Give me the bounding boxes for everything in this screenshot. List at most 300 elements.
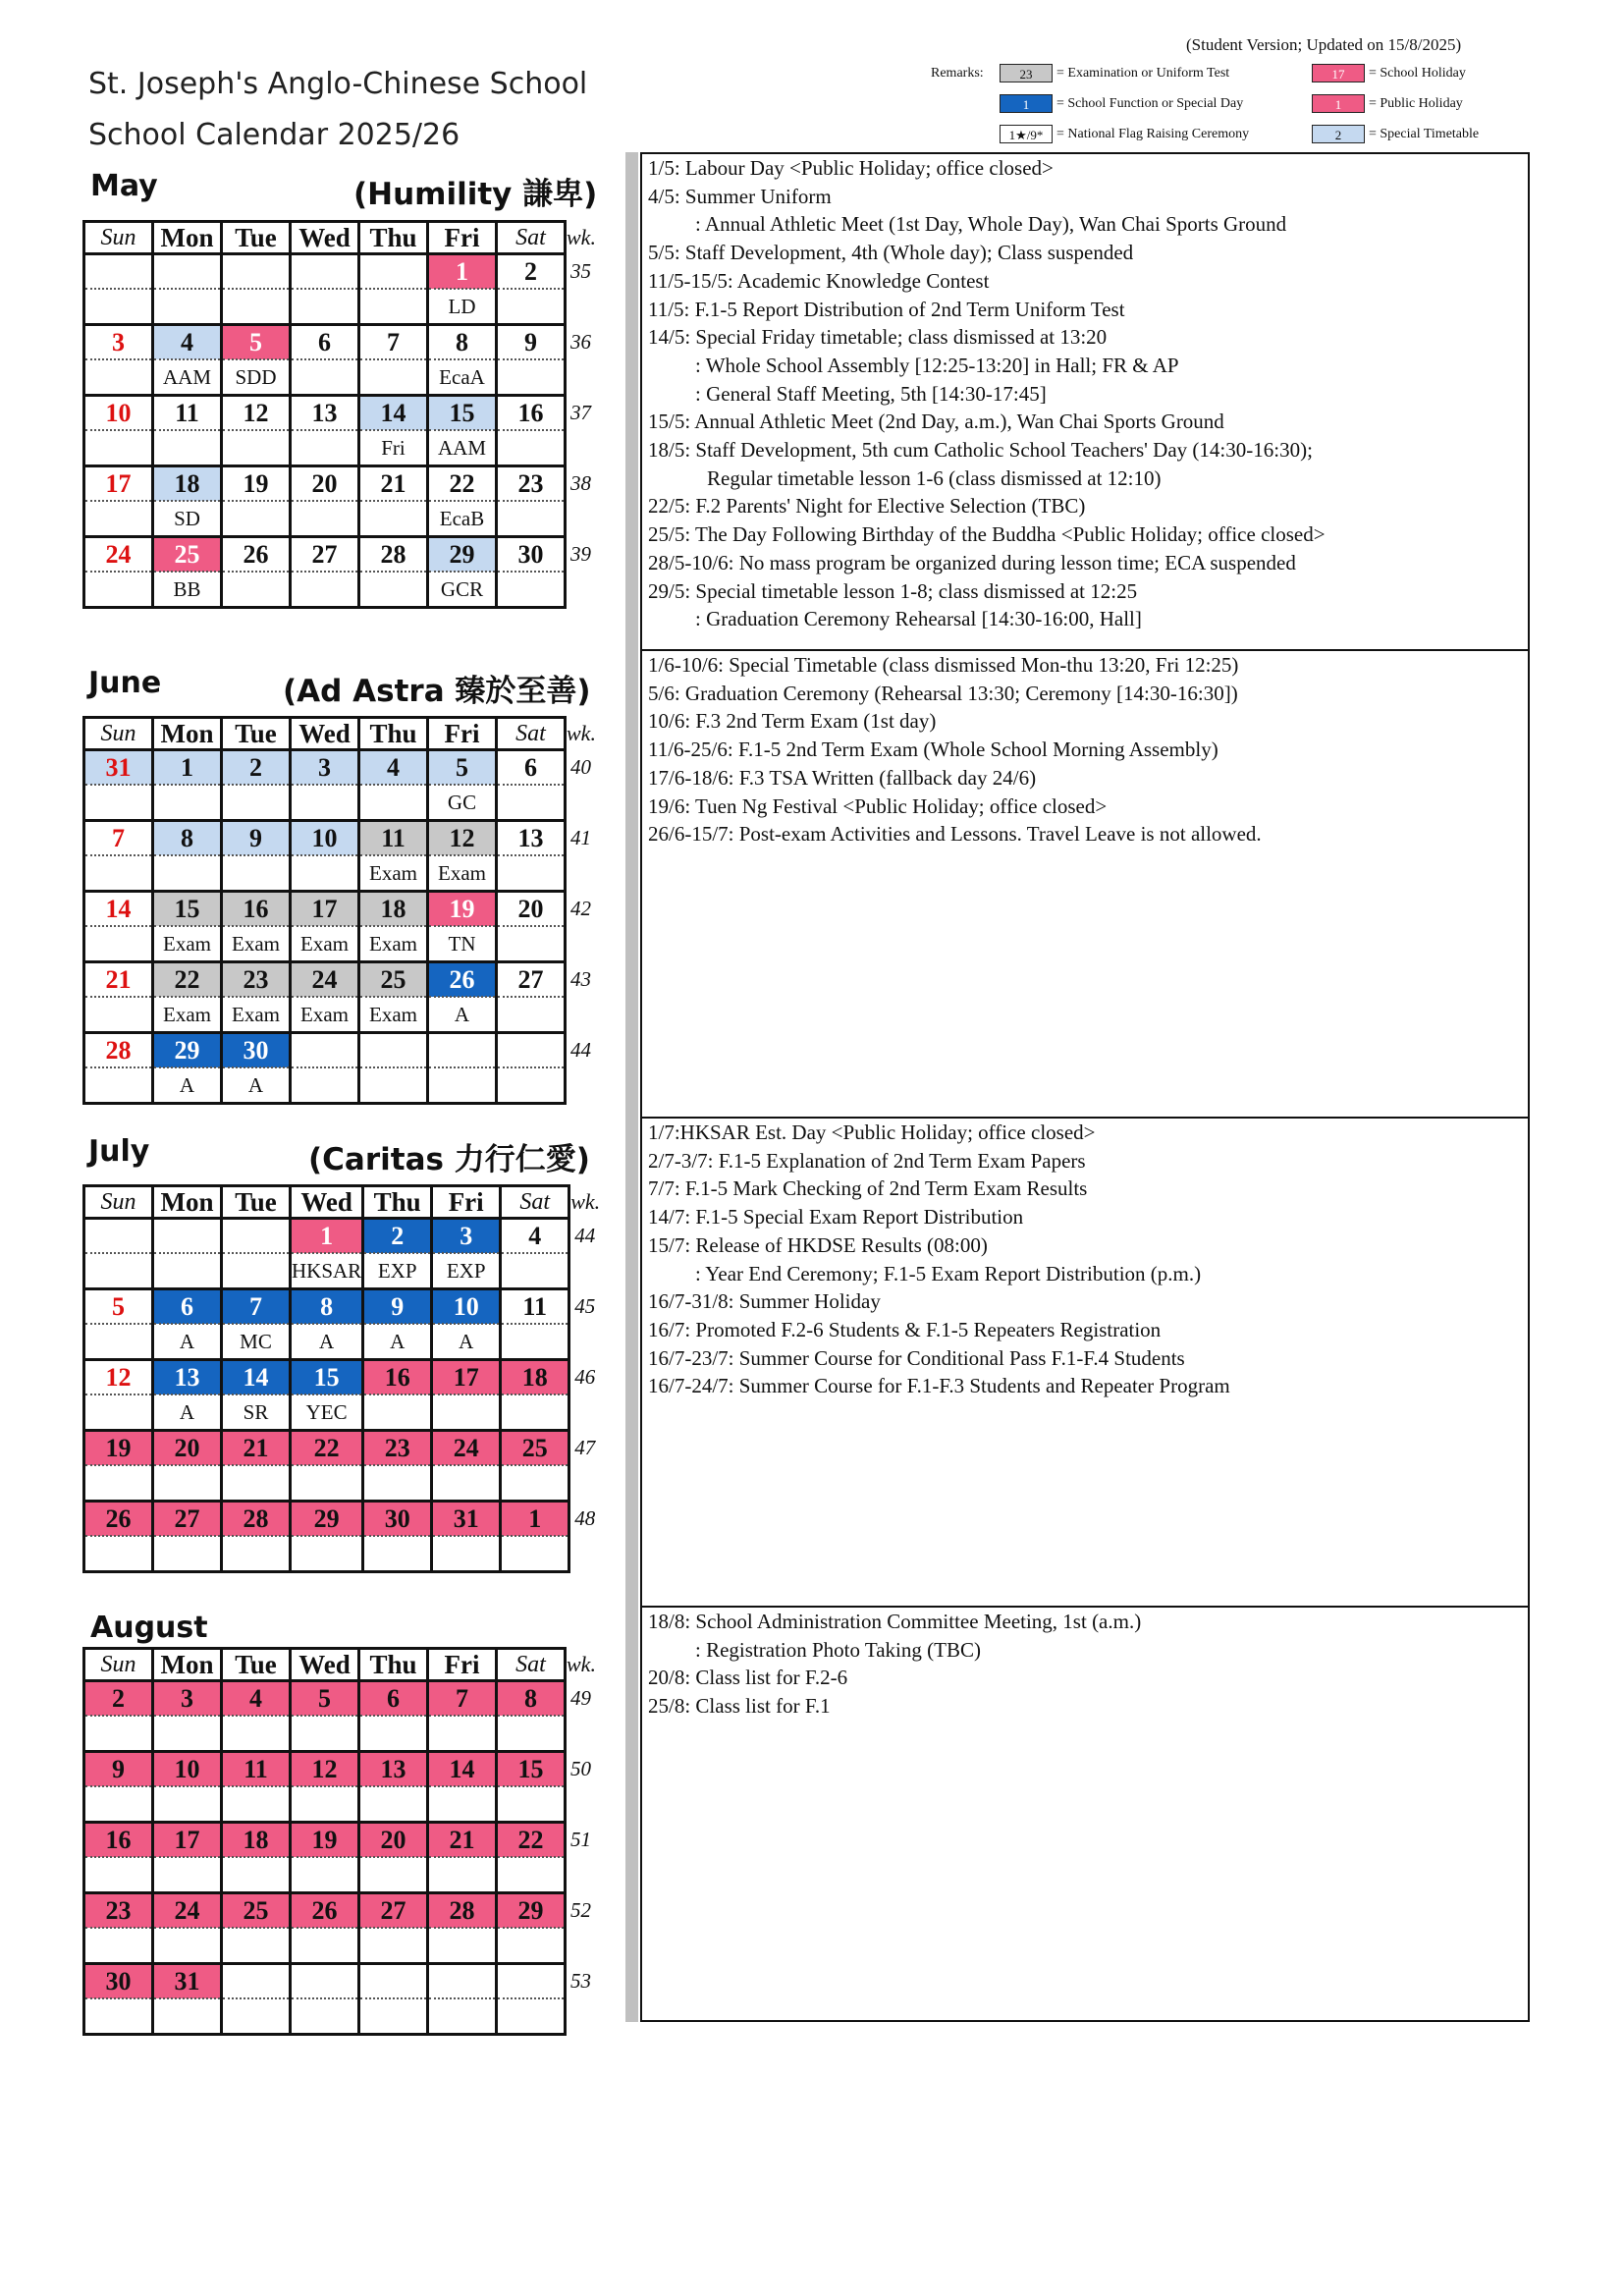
day-number: 17: [84, 466, 153, 502]
day-label: [84, 1998, 153, 2035]
event-item: 16/7-23/7: Summer Course for Conditional Pass F.1-F.4 Students: [648, 1345, 1185, 1370]
event-item: 1/5: Labour Day <Public Holiday; office closed>: [648, 156, 1054, 180]
day-label: [84, 1394, 153, 1431]
month-title-june: June: [88, 666, 162, 700]
event-item: 16/7: Promoted F.2-6 Students & F.1-5 Repeaters Registration: [648, 1317, 1162, 1341]
week-spacer: [566, 1716, 609, 1752]
event-item: 14/7: F.1-5 Special Exam Report Distribution: [648, 1205, 1024, 1230]
day-label: GC: [428, 785, 497, 821]
week-number: 43: [570, 966, 591, 991]
day-label: BB: [153, 572, 222, 608]
day-label: [222, 1857, 291, 1893]
day-label: [291, 1465, 363, 1502]
week-spacer: [566, 430, 609, 466]
day-number: [359, 1033, 428, 1068]
week-number: 52: [570, 1897, 591, 1922]
day-label: [359, 785, 428, 821]
weekday-header: Wed: [291, 222, 359, 254]
day-number: 3: [153, 1681, 222, 1717]
day-label: [501, 1253, 569, 1289]
day-number: 20: [153, 1431, 222, 1466]
day-label: [359, 1716, 428, 1752]
day-label: [84, 926, 153, 962]
day-number: 24: [432, 1431, 501, 1466]
day-number: 5: [428, 750, 497, 786]
week-spacer: [569, 1253, 613, 1289]
day-label: AAM: [153, 359, 222, 396]
day-number: 3: [432, 1219, 501, 1254]
calendar-august: [82, 1647, 610, 2036]
event-item: 14/5: Special Friday timetable; class dismissed at 13:20: [648, 325, 1108, 350]
week-number: 49: [570, 1685, 591, 1710]
day-label: EXP: [363, 1253, 432, 1289]
week-spacer: [566, 289, 609, 325]
week-number: 46: [574, 1364, 596, 1389]
day-label: Exam: [428, 855, 497, 892]
day-label: A: [291, 1324, 363, 1360]
day-label: [497, 1716, 566, 1752]
week-spacer: [566, 1067, 609, 1104]
month-motto-may: (Humility 謙卑): [353, 177, 598, 212]
day-label: [84, 1536, 153, 1572]
weekday-header: Thu: [359, 1649, 428, 1681]
day-label: [222, 1465, 291, 1502]
day-number: 10: [291, 821, 359, 856]
version-note: (Student Version; Updated on 15/8/2025): [1186, 35, 1462, 54]
week-spacer: [566, 1928, 609, 1964]
day-number: 9: [222, 821, 291, 856]
day-number: 19: [428, 892, 497, 927]
week-spacer: [566, 501, 609, 537]
day-number: 12: [84, 1360, 153, 1395]
day-label: [359, 1998, 428, 2035]
day-number: 1: [291, 1219, 363, 1254]
event-item: : Year End Ceremony; F.1-5 Exam Report Distribution (p.m.): [695, 1261, 1202, 1285]
week-number: 39: [570, 541, 591, 566]
weekday-header: Fri: [428, 1649, 497, 1681]
week-spacer: [566, 1998, 609, 2035]
day-label: Exam: [291, 926, 359, 962]
day-number: 1: [501, 1502, 569, 1537]
day-number: 31: [153, 1964, 222, 1999]
day-label: [291, 1786, 359, 1823]
legend-sample-flag-raising: 1★/9*: [1000, 125, 1053, 143]
weekday-header: Sun: [84, 718, 153, 750]
day-label: [84, 855, 153, 892]
day-number: 9: [363, 1289, 432, 1325]
day-label: [291, 1998, 359, 2035]
day-label: [291, 1067, 359, 1104]
day-number: 8: [497, 1681, 566, 1717]
week-spacer: [566, 997, 609, 1033]
day-label: [222, 1928, 291, 1964]
day-number: 20: [497, 892, 566, 927]
day-number: 9: [84, 1752, 153, 1787]
day-label: [291, 501, 359, 537]
day-label: [222, 501, 291, 537]
legend-sample-special-timetable: 2: [1312, 125, 1365, 143]
month-motto-june: (Ad Astra 臻於至善): [283, 674, 591, 709]
day-label: [291, 430, 359, 466]
week-number: 44: [574, 1223, 596, 1247]
day-number: 16: [497, 396, 566, 431]
day-number: 12: [222, 396, 291, 431]
weekday-header: Sat: [497, 718, 566, 750]
calendar-june: [82, 716, 610, 1105]
day-label: YEC: [291, 1394, 363, 1431]
weekday-header: Wed: [291, 1649, 359, 1681]
day-number: 3: [291, 750, 359, 786]
day-number: 1: [153, 750, 222, 786]
week-spacer: [569, 1465, 613, 1502]
day-number: 15: [291, 1360, 363, 1395]
day-label: [359, 1067, 428, 1104]
day-number: 7: [428, 1681, 497, 1717]
day-label: [359, 501, 428, 537]
day-number: 22: [428, 466, 497, 502]
week-number: 36: [570, 329, 591, 354]
day-number: 25: [153, 537, 222, 573]
week-number: 50: [570, 1756, 591, 1780]
day-number: 22: [497, 1823, 566, 1858]
day-number: 17: [153, 1823, 222, 1858]
event-item: 25/5: The Day Following Birthday of the Buddha <Public Holiday; office closed>: [648, 522, 1326, 547]
day-number: 11: [153, 396, 222, 431]
day-label: [153, 1857, 222, 1893]
day-number: 16: [84, 1823, 153, 1858]
calendar-title: School Calendar 2025/26: [88, 118, 460, 152]
events-panel-july: [640, 1117, 1530, 1608]
day-number: 24: [153, 1893, 222, 1929]
day-number: 27: [153, 1502, 222, 1537]
day-number: 16: [222, 892, 291, 927]
legend-text-school-holiday: = School Holiday: [1369, 66, 1466, 81]
day-number: [359, 1964, 428, 1999]
weekday-header: Mon: [153, 718, 222, 750]
day-number: 27: [359, 1893, 428, 1929]
event-item: 28/5-10/6: No mass program be organized during lesson time; ECA suspended: [648, 550, 1296, 574]
day-label: [428, 1857, 497, 1893]
day-number: 16: [363, 1360, 432, 1395]
day-label: [363, 1394, 432, 1431]
legend-text-flag-raising: = National Flag Raising Ceremony: [1056, 127, 1250, 141]
column-divider: [625, 152, 638, 2022]
day-number: 25: [501, 1431, 569, 1466]
day-label: [497, 359, 566, 396]
day-number: 23: [363, 1431, 432, 1466]
event-item: 7/7: F.1-5 Mark Checking of 2nd Term Exam Results: [648, 1176, 1088, 1201]
weekday-header: Tue: [222, 1649, 291, 1681]
day-label: [153, 1253, 222, 1289]
week-number: 42: [570, 896, 591, 920]
day-label: Fri: [359, 430, 428, 466]
day-number: 24: [84, 537, 153, 573]
day-number: 15: [497, 1752, 566, 1787]
weekday-header: Tue: [222, 718, 291, 750]
event-item: 10/6: F.3 2nd Term Exam (1st day): [648, 709, 937, 734]
week-spacer: [566, 572, 609, 608]
day-number: 29: [497, 1893, 566, 1929]
month-motto-july: (Caritas 力行仁愛): [308, 1142, 590, 1177]
day-label: [291, 1928, 359, 1964]
events-panel-august: [640, 1606, 1530, 2022]
weekday-header: Fri: [432, 1186, 501, 1219]
day-number: 8: [153, 821, 222, 856]
week-spacer: [569, 1536, 613, 1572]
day-label: A: [428, 997, 497, 1033]
day-label: [84, 1857, 153, 1893]
day-label: EcaA: [428, 359, 497, 396]
day-number: 10: [432, 1289, 501, 1325]
day-number: 6: [153, 1289, 222, 1325]
day-label: [497, 785, 566, 821]
weekday-header: Wed: [291, 1186, 363, 1219]
day-number: 19: [84, 1431, 153, 1466]
day-number: [428, 1964, 497, 1999]
day-label: [291, 359, 359, 396]
day-number: 28: [359, 537, 428, 573]
day-number: [153, 1219, 222, 1254]
day-number: 7: [222, 1289, 291, 1325]
event-item: 18/5: Staff Development, 5th cum Catholic School Teachers' Day (14:30-16:30);: [648, 438, 1313, 463]
day-label: Exam: [153, 926, 222, 962]
day-label: [153, 785, 222, 821]
event-item: 2/7-3/7: F.1-5 Explanation of 2nd Term Exam Papers: [648, 1148, 1086, 1173]
day-label: [153, 855, 222, 892]
day-number: 29: [428, 537, 497, 573]
day-number: 21: [428, 1823, 497, 1858]
day-label: [497, 289, 566, 325]
day-number: 4: [359, 750, 428, 786]
day-label: [222, 1998, 291, 2035]
day-label: [153, 1786, 222, 1823]
day-label: [359, 572, 428, 608]
day-label: [497, 501, 566, 537]
day-label: [222, 1536, 291, 1572]
day-label: [428, 1786, 497, 1823]
day-label: LD: [428, 289, 497, 325]
event-item: 11/5-15/5: Academic Knowledge Contest: [648, 268, 990, 293]
day-label: [428, 1998, 497, 2035]
day-label: [432, 1465, 501, 1502]
weekday-header: Thu: [359, 222, 428, 254]
day-number: 18: [501, 1360, 569, 1395]
day-number: 30: [222, 1033, 291, 1068]
event-item: 22/5: F.2 Parents' Night for Elective Selection (TBC): [648, 494, 1086, 519]
day-label: [497, 1998, 566, 2035]
day-label: [222, 785, 291, 821]
day-label: A: [432, 1324, 501, 1360]
legend-text-exam: = Examination or Uniform Test: [1056, 66, 1230, 81]
week-spacer: [566, 1857, 609, 1893]
week-number: 51: [570, 1827, 591, 1851]
day-label: [153, 1998, 222, 2035]
week-number: 45: [574, 1293, 596, 1318]
week-number: 48: [574, 1505, 596, 1530]
legend-sample-public-holiday: 1: [1312, 94, 1365, 113]
weekday-header: Fri: [428, 718, 497, 750]
day-label: [84, 1928, 153, 1964]
week-spacer: [566, 359, 609, 396]
legend-remarks-label: Remarks:: [931, 66, 984, 81]
day-number: 18: [222, 1823, 291, 1858]
weekday-header: Thu: [359, 718, 428, 750]
event-item: 29/5: Special timetable lesson 1-8; class dismissed at 12:25: [648, 578, 1138, 603]
day-number: 14: [428, 1752, 497, 1787]
day-label: [501, 1324, 569, 1360]
day-label: [84, 572, 153, 608]
month-title-may: May: [90, 169, 158, 203]
day-number: 30: [497, 537, 566, 573]
event-item: 1/7:HKSAR Est. Day <Public Holiday; office closed>: [648, 1121, 1096, 1144]
day-label: [84, 997, 153, 1033]
day-number: 13: [497, 821, 566, 856]
day-label: [497, 1928, 566, 1964]
day-number: 11: [501, 1289, 569, 1325]
day-number: 14: [359, 396, 428, 431]
day-label: A: [363, 1324, 432, 1360]
day-number: 9: [497, 325, 566, 360]
day-label: Exam: [359, 997, 428, 1033]
day-label: MC: [222, 1324, 291, 1360]
day-number: 30: [363, 1502, 432, 1537]
event-item: : General Staff Meeting, 5th [14:30-17:45]: [695, 381, 1047, 406]
day-number: 5: [291, 1681, 359, 1717]
weekday-header: Sun: [84, 1649, 153, 1681]
weekday-header: wk.: [567, 1652, 596, 1676]
day-label: [359, 359, 428, 396]
weekday-header: Fri: [428, 222, 497, 254]
day-label: A: [153, 1067, 222, 1104]
day-number: 15: [428, 396, 497, 431]
week-number: 40: [570, 754, 591, 779]
day-label: [153, 430, 222, 466]
legend-sample-exam: 23: [1000, 64, 1053, 82]
weekday-header: wk.: [567, 225, 596, 249]
day-label: [222, 1786, 291, 1823]
day-label: [291, 1716, 359, 1752]
event-item: 11/6-25/6: F.1-5 2nd Term Exam (Whole School Morning Assembly): [648, 738, 1218, 762]
week-number: 35: [570, 258, 591, 283]
event-item: 16/7-31/8: Summer Holiday: [648, 1289, 881, 1314]
event-item: : Whole School Assembly [12:25-13:20] in Hall; FR & AP: [695, 353, 1179, 377]
day-label: [84, 1253, 153, 1289]
legend-sample-school-function: 1: [1000, 94, 1053, 113]
day-label: [153, 289, 222, 325]
school-name: St. Joseph's Anglo-Chinese School: [88, 67, 588, 101]
day-label: SD: [153, 501, 222, 537]
weekday-header: wk.: [570, 1189, 601, 1214]
day-label: SR: [222, 1394, 291, 1431]
day-number: 30: [84, 1964, 153, 1999]
day-label: [84, 1465, 153, 1502]
event-item: 16/7-24/7: Summer Course for F.1-F.3 Students and Repeater Program: [648, 1374, 1230, 1398]
day-label: [497, 1857, 566, 1893]
week-number: 41: [570, 825, 591, 849]
day-number: 2: [497, 254, 566, 290]
day-number: 23: [222, 962, 291, 998]
weekday-header: Sat: [501, 1186, 569, 1219]
day-label: AAM: [428, 430, 497, 466]
day-number: [222, 1964, 291, 1999]
weekday-header: Mon: [153, 1649, 222, 1681]
day-number: 28: [222, 1502, 291, 1537]
day-label: [497, 1067, 566, 1104]
day-number: 26: [84, 1502, 153, 1537]
day-number: 31: [84, 750, 153, 786]
day-label: A: [222, 1067, 291, 1104]
day-number: 15: [153, 892, 222, 927]
day-label: [291, 289, 359, 325]
weekday-header: Tue: [222, 222, 291, 254]
day-number: 22: [153, 962, 222, 998]
day-label: [291, 572, 359, 608]
day-label: [428, 1716, 497, 1752]
day-number: [291, 1033, 359, 1068]
event-item: 20/8: Class list for F.2-6: [648, 1666, 848, 1690]
day-label: [153, 1716, 222, 1752]
day-label: [497, 430, 566, 466]
weekday-header: Sun: [84, 1186, 153, 1219]
day-number: 14: [222, 1360, 291, 1395]
event-item: 25/8: Class list for F.1: [648, 1694, 831, 1719]
legend-text-special-timetable: = Special Timetable: [1369, 127, 1480, 141]
weekday-header: Sun: [84, 222, 153, 254]
day-label: [497, 926, 566, 962]
day-number: 18: [153, 466, 222, 502]
day-number: 17: [291, 892, 359, 927]
day-label: [84, 501, 153, 537]
day-label: EXP: [432, 1253, 501, 1289]
weekday-header: Mon: [153, 222, 222, 254]
weekday-header: Sat: [497, 1649, 566, 1681]
day-number: 18: [359, 892, 428, 927]
day-label: [84, 785, 153, 821]
event-item: 5/5: Staff Development, 4th (Whole day); Class suspended: [648, 241, 1134, 265]
day-label: [291, 855, 359, 892]
legend-text-school-function: = School Function or Special Day: [1056, 96, 1244, 111]
day-number: 6: [291, 325, 359, 360]
day-label: [153, 1536, 222, 1572]
day-number: 21: [84, 962, 153, 998]
event-item: : Graduation Ceremony Rehearsal [14:30-16:00, Hall]: [695, 607, 1142, 631]
week-spacer: [569, 1324, 613, 1360]
day-label: [359, 289, 428, 325]
day-label: HKSAR: [291, 1253, 363, 1289]
day-number: 20: [359, 1823, 428, 1858]
day-label: [428, 1928, 497, 1964]
day-number: 6: [359, 1681, 428, 1717]
day-label: [497, 572, 566, 608]
day-label: [84, 289, 153, 325]
day-number: 27: [497, 962, 566, 998]
day-label: [222, 430, 291, 466]
day-label: [84, 1067, 153, 1104]
day-label: [497, 855, 566, 892]
day-label: TN: [428, 926, 497, 962]
day-number: [153, 254, 222, 290]
week-spacer: [566, 926, 609, 962]
week-spacer: [569, 1394, 613, 1431]
day-number: 19: [222, 466, 291, 502]
day-number: 10: [153, 1752, 222, 1787]
weekday-header: Tue: [222, 1186, 291, 1219]
day-number: 14: [84, 892, 153, 927]
day-number: 29: [153, 1033, 222, 1068]
day-number: [222, 1219, 291, 1254]
weekday-header: wk.: [567, 721, 596, 745]
day-label: Exam: [359, 855, 428, 892]
